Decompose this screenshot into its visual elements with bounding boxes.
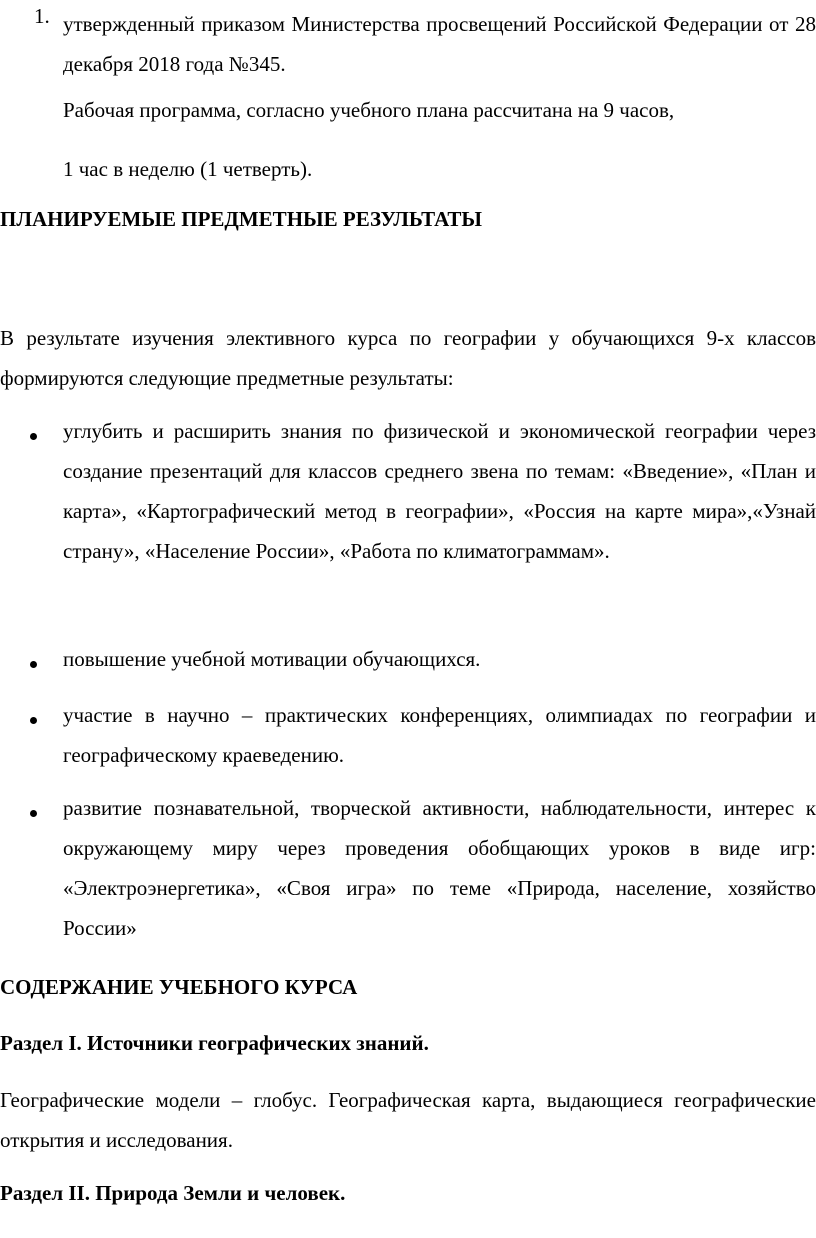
- section-1-title: Раздел I. Источники географических знаний.: [0, 1031, 429, 1055]
- content-heading: СОДЕРЖАНИЕ УЧЕБНОГО КУРСА: [0, 975, 358, 999]
- bullet-marker: [30, 661, 37, 668]
- bullet-marker: [30, 433, 37, 440]
- list-item: повышение учебной мотивации обучающихся.: [63, 647, 481, 671]
- program-hours-line: Рабочая программа, согласно учебного плана рассчитана на 9 часов,: [63, 98, 675, 122]
- list-item: участие в научно – практических конференциях, олимпиадах по географии и географическому краеведению.: [63, 703, 816, 767]
- bullet-marker: [30, 717, 37, 724]
- results-heading: ПЛАНИРУЕМЫЕ ПРЕДМЕТНЫЕ РЕЗУЛЬТАТЫ: [0, 207, 483, 231]
- results-intro-paragraph: В результате изучения элективного курса по географии у обучающихся 9-х классов формируются следующие предметные результаты:: [0, 326, 816, 390]
- list-item: развитие познавательной, творческой активности, наблюдательности, интерес к окружающему миру через проведения обобщающих уроков в виде игр: «Электроэнергетика», «Своя игра» по теме «Природа, население, хозяйство России»: [63, 796, 816, 940]
- list-number: 1.: [34, 4, 50, 28]
- list-item: углубить и расширить знания по физической и экономической географии через создание презентаций для классов среднего звена по темам: «Введение», «План и карта», «Картографический метод в географии», «Россия на карте мира»,«Узнай страну», «Население России», «Работа по климатограммам».: [63, 419, 816, 563]
- weekly-hours-line: 1 час в неделю (1 четверть).: [63, 157, 313, 181]
- section-2-title: Раздел II. Природа Земли и человек.: [0, 1181, 346, 1205]
- list-item-order: утвержденный приказом Министерства просвещений Российской Федерации от 28 декабря 2018 года №345.: [63, 12, 816, 76]
- section-1-paragraph: Географические модели – глобус. Географическая карта, выдающиеся географические открытия и исследования.: [0, 1088, 816, 1152]
- bullet-marker: [30, 810, 37, 817]
